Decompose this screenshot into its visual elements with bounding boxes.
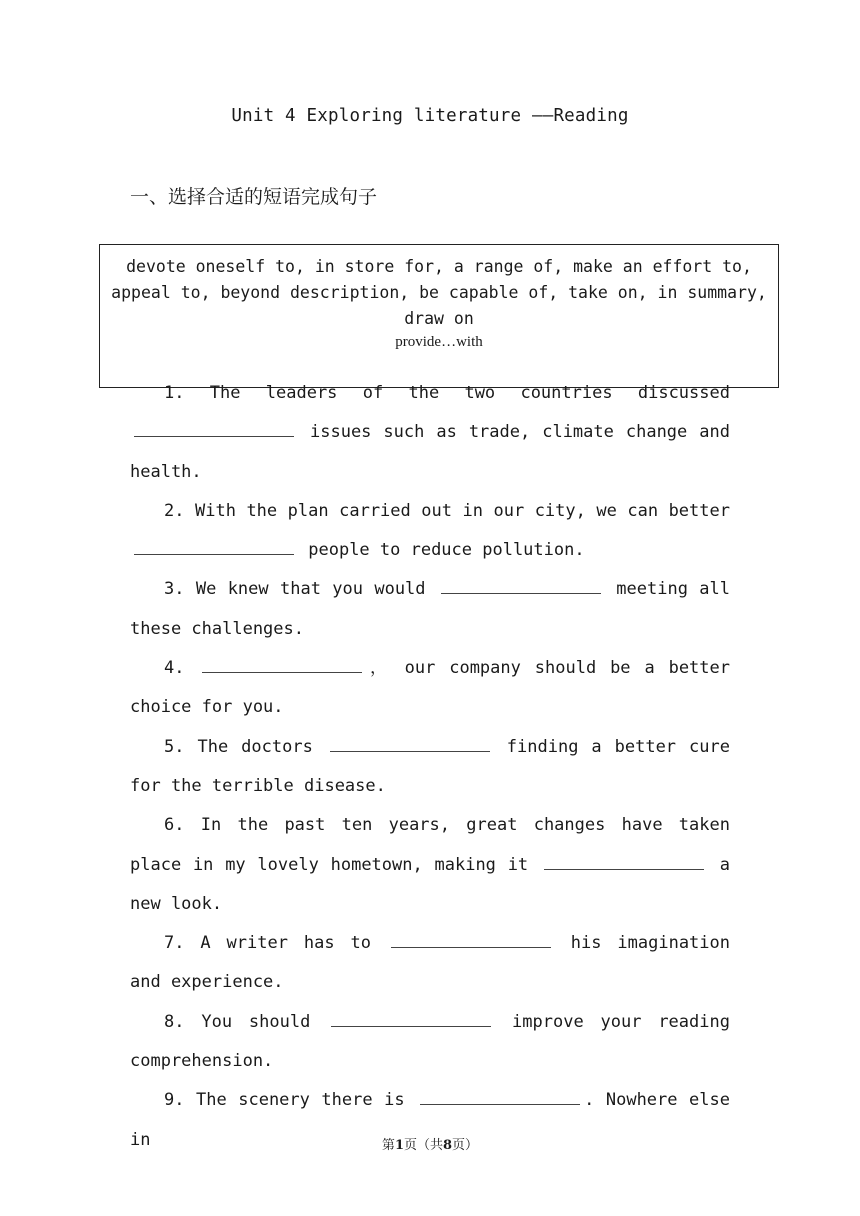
question-number: 7. <box>164 933 185 954</box>
answer-blank[interactable] <box>331 1008 491 1027</box>
question-8 <box>130 1003 730 1082</box>
question-number: 5. <box>164 736 185 757</box>
footer-prefix: 第 <box>381 1138 395 1153</box>
answer-blank[interactable] <box>544 851 704 870</box>
page-footer <box>0 1134 860 1153</box>
footer-page-number: 1 <box>394 1138 404 1153</box>
question-text-after: issues such as trade, climate change and health. <box>130 422 730 482</box>
question-text-before: A writer has to <box>200 933 371 954</box>
footer-middle: 页（共 <box>403 1138 443 1153</box>
question-text-before: The scenery there is <box>196 1090 405 1111</box>
question-text-after: his imagination and experience. <box>130 933 730 993</box>
question-text-after: . Nowhere else in <box>130 1090 730 1150</box>
question-number: 3. <box>164 579 185 600</box>
phrase-list: devote oneself to, in store for, a range of, make an effort to, appeal to, beyond description, be capable of, take on, in summary, draw on <box>111 257 767 328</box>
answer-blank[interactable] <box>134 418 294 437</box>
answer-blank[interactable] <box>330 733 490 752</box>
question-1 <box>130 374 730 492</box>
question-text-after: meeting all these challenges. <box>130 579 730 639</box>
footer-suffix: 页） <box>452 1138 479 1153</box>
answer-blank[interactable] <box>441 575 601 594</box>
question-2 <box>130 492 730 571</box>
question-text-after: a new look. <box>130 854 730 914</box>
phrase-box <box>99 244 779 388</box>
question-text-before: With the plan carried out in our city, we can better <box>195 500 730 521</box>
question-text-before: The leaders of the two countries discussed <box>209 383 730 403</box>
question-number: 2. <box>164 500 185 521</box>
answer-blank[interactable] <box>420 1086 580 1105</box>
section-heading: 一、选择合适的短语完成句子 <box>130 186 378 208</box>
footer-total-pages: 8 <box>443 1138 453 1153</box>
question-text-before: You should <box>201 1011 311 1032</box>
document-title: Unit 4 Exploring literature ——Reading <box>231 106 629 126</box>
question-number: 1. <box>164 383 185 403</box>
question-6 <box>130 806 730 924</box>
question-4 <box>130 649 730 728</box>
question-5 <box>130 728 730 807</box>
question-number: 8. <box>164 1011 185 1032</box>
phrase-extra: provide…with <box>395 334 483 350</box>
question-text-before: The doctors <box>197 736 313 757</box>
question-text-before: We knew that you would <box>195 579 426 600</box>
question-number: 4. <box>164 658 185 679</box>
question-text-after: ， our company should be a better choice for you. <box>130 658 730 718</box>
question-text-before: In the past ten years, great changes have taken place in my lovely hometown, making it <box>130 815 730 875</box>
answer-blank[interactable] <box>202 654 362 673</box>
question-7 <box>130 924 730 1003</box>
question-number: 9. <box>164 1090 185 1111</box>
question-number: 6. <box>164 815 185 836</box>
question-text-after: finding a better cure for the terrible disease. <box>130 736 730 796</box>
question-text-after: people to reduce pollution. <box>308 540 585 561</box>
question-3 <box>130 570 730 649</box>
question-text-after: improve your reading comprehension. <box>130 1011 730 1072</box>
answer-blank[interactable] <box>134 536 294 555</box>
answer-blank[interactable] <box>391 929 551 948</box>
question-list <box>130 374 730 1160</box>
